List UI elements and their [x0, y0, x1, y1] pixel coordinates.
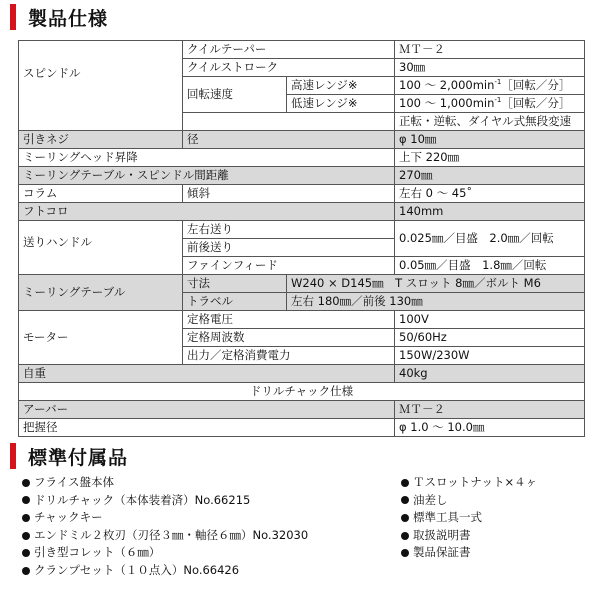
bullet-icon — [22, 514, 30, 522]
list-item-label: Ｔスロットナット×４ヶ — [413, 475, 538, 489]
spec-value: 100 ～ $2,000\min^{-1}[$回転／分］ — [395, 77, 585, 95]
spec-heading-title: 製品仕様 — [28, 7, 109, 30]
list-item-label: クランプセット（１０点入）No.66426 — [34, 562, 240, 577]
spec-label: フトコロ — [19, 203, 395, 221]
spec-value: 30㎜ — [395, 59, 585, 77]
list-item-label: チャックキー — [34, 510, 103, 525]
table-row — [19, 365, 585, 383]
spec-label: 左右送り — [183, 221, 395, 239]
spec-label: 定格周波数 — [183, 329, 395, 347]
table-row — [19, 131, 585, 149]
spec-label: スピンドル — [19, 41, 183, 131]
bullet-icon — [22, 532, 30, 540]
spec-value: 上下 220㎜ — [395, 149, 585, 167]
bullet-icon — [401, 514, 409, 522]
table-row — [19, 149, 585, 167]
bullet-icon — [22, 496, 30, 504]
accessories-list-right — [401, 474, 537, 562]
spec-label: トラベル — [183, 293, 287, 311]
bullet-icon — [401, 532, 409, 540]
spec-label: 送りハンドル — [19, 221, 183, 275]
bullet-icon — [401, 496, 409, 504]
spec-value: 140mm — [395, 203, 585, 221]
list-item-label: 油差し — [413, 492, 448, 507]
spec-label: コラム — [19, 185, 183, 203]
spec-label: 高速レンジ※ — [287, 77, 395, 95]
table-row — [19, 383, 585, 401]
spec-label: 回転速度 — [183, 77, 287, 113]
list-item — [401, 544, 537, 562]
spec-heading — [10, 4, 108, 30]
spec-value: 270㎜ — [395, 167, 585, 185]
list-item — [401, 492, 537, 510]
spec-label: ミーリングテーブル — [19, 275, 183, 311]
bullet-icon — [22, 567, 30, 575]
spec-label: 低速レンジ※ — [287, 95, 395, 113]
list-item-label: 引き型コレット（６㎜） — [34, 545, 161, 560]
list-item — [22, 562, 308, 580]
spec-label: 径 — [183, 131, 395, 149]
spec-label: ファインフィード — [183, 257, 395, 275]
heading-accent-bar — [10, 4, 16, 30]
spec-label: 把握径 — [19, 419, 395, 437]
spec-label: 自重 — [19, 365, 395, 383]
list-item — [401, 527, 537, 545]
spec-value: 左右 180㎜／前後 130㎜ — [287, 293, 585, 311]
list-item — [22, 527, 308, 545]
table-row — [19, 185, 585, 203]
spec-label: クイルストローク — [183, 59, 395, 77]
bullet-icon — [22, 479, 30, 487]
spec-label: 前後送り — [183, 239, 395, 257]
list-item — [22, 492, 308, 510]
accessories-heading-title: 標準付属品 — [28, 446, 129, 469]
spec-label: 出力／定格消費電力 — [183, 347, 395, 365]
bullet-icon — [401, 479, 409, 487]
list-item-label: フライス盤本体 — [34, 475, 115, 489]
spec-label: ミーリングテーブル・スピンドル間距離 — [19, 167, 395, 185]
bullet-icon — [22, 549, 30, 557]
spec-value: 40kg — [395, 365, 585, 383]
list-item-label: 取扱説明書 — [413, 527, 471, 542]
list-item — [401, 474, 537, 492]
table-row — [19, 311, 585, 329]
spec-label: アーバー — [19, 401, 395, 419]
spec-value: φ 10㎜ — [395, 131, 585, 149]
table-row — [19, 167, 585, 185]
spec-label: ミーリングヘッド昇降 — [19, 149, 395, 167]
list-item — [401, 509, 537, 527]
bullet-icon — [401, 549, 409, 557]
spec-value: 0.025㎜／目盛 2.0㎜／回転 — [395, 221, 585, 257]
chuck-spec-header: ドリルチャック仕様 — [19, 383, 585, 401]
heading-accent-bar — [10, 443, 16, 469]
spec-value: φ 1.0 ～ 10.0㎜ — [395, 419, 585, 437]
list-item-label: ドリルチャック（本体装着済）No.66215 — [34, 492, 251, 507]
list-item-label: 標準工具一式 — [413, 510, 482, 525]
list-item-label: エンドミル２枚刃（刃径３㎜・軸径６㎜）No.32030 — [34, 527, 309, 542]
spec-value: 0.05㎜／目盛 1.8㎜／回転 — [395, 257, 585, 275]
list-item-label: 製品保証書 — [413, 545, 471, 560]
spec-label: 定格電圧 — [183, 311, 395, 329]
spec-label: 引きネジ — [19, 131, 183, 149]
spec-table — [18, 40, 585, 437]
spec-label: 傾斜 — [183, 185, 395, 203]
table-row — [19, 221, 585, 239]
spec-value: 150W/230W — [395, 347, 585, 365]
spec-label: クイルテーパー — [183, 41, 395, 59]
list-item — [22, 509, 308, 527]
spec-value: 100V — [395, 311, 585, 329]
table-row — [19, 401, 585, 419]
spec-value: 100 ～ $1,000\min^{-1}[$回転／分］ — [395, 95, 585, 113]
spec-value: 50/60Hz — [395, 329, 585, 347]
spec-value: 正転・逆転、ダイヤル式無段変速 — [395, 113, 585, 131]
spec-label: 寸法 — [183, 275, 287, 293]
list-item — [22, 544, 308, 562]
accessories-list-left — [22, 474, 308, 580]
table-row — [19, 275, 585, 293]
spec-value: ＭＴ－２ — [395, 401, 585, 419]
spec-label: モーター — [19, 311, 183, 365]
accessories-heading — [10, 443, 128, 469]
spec-value: ＭＴ－２ — [395, 41, 585, 59]
spec-value: 左右 0 ～ 45˚ — [395, 185, 585, 203]
table-row — [19, 203, 585, 221]
spec-value: W240 × D145㎜ T スロット 8㎜／ボルト M6 — [287, 275, 585, 293]
list-item — [22, 474, 308, 492]
table-row — [19, 41, 585, 59]
table-row — [19, 419, 585, 437]
